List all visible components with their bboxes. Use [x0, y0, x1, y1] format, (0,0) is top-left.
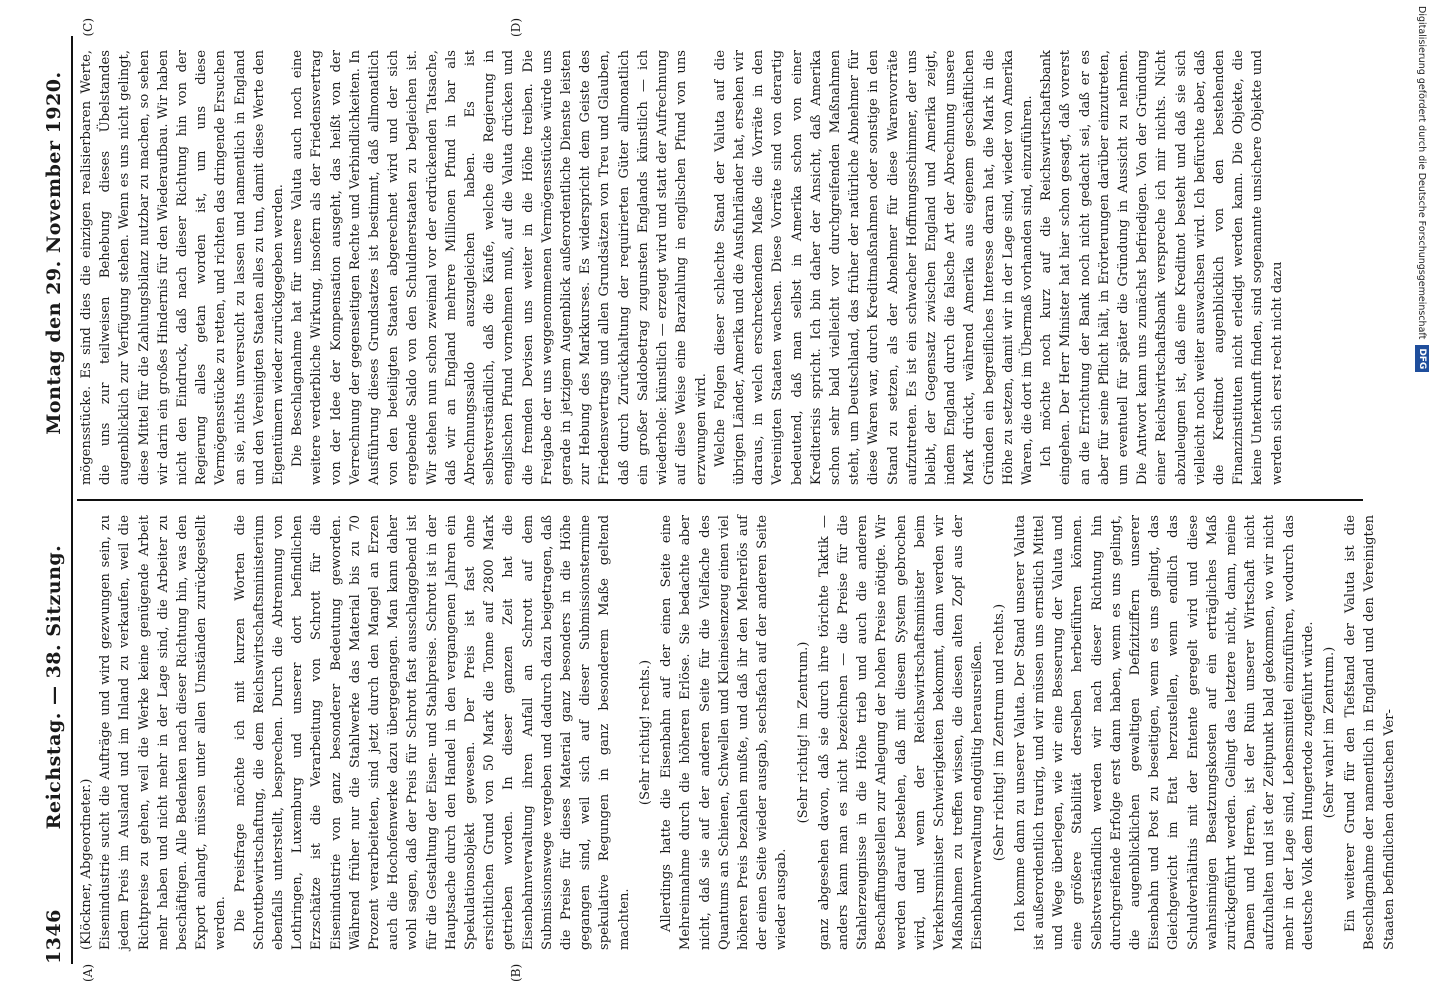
applause-note: (Sehr richtig! im Zentrum.)	[795, 641, 811, 824]
paragraph: Eisenindustrie sucht die Aufträge und wird gezwungen sein, zu jedem Preis im Ausland und im Inland zu verkaufen, weil die Richtpreise zu gehen, weil die Werke keine genügende Arbeit mehr haben und nicht mehr in der Lage sind, die Arbeiter zu beschäftigen. Alle Bedenken nach dieser Richtung hin, was den Export anlangt, müssen unter allen Umständen zurückgestellt werden.	[98, 515, 229, 950]
paragraph: Allerdings hatte die Eisenbahn auf der einen Seite eine Mehreinnahme durch die höheren Erlöse. Sie bedachte aber nicht, daß sie auf der anderen Seite für die Vielfache des Quantums an Schienen, Schwellen und Kleineisenzeug einen viel höheren Preis bezahlen mußte, und daß ihr den Mehrerlös auf der einen Seite wieder ausgab, sechsfach auf der anderen Seite wieder ausgab.	[659, 515, 790, 950]
applause-note: (Sehr wahr! im Zentrum.)	[1322, 646, 1337, 819]
digitization-watermark	[1416, 6, 1432, 996]
watermark-text: Digitalisierung gefördert durch die Deutsche Forschungsgemeinschaft	[1416, 6, 1428, 340]
text-columns	[77, 18, 1397, 982]
applause-note: (Sehr richtig! rechts.)	[637, 659, 653, 806]
paragraph: Ich komme dann zu unserer Valuta. Der Stand unserer Valuta ist außerordentlich traurig, und wir müssen uns ernstlich Mittel und Wege überlegen, wie wir eine Besserung der Valuta und eine größere Stabilität derselben herbeiführen können. Selbstverständlich werden wir nach dieser Richtung hin durchgreifende Erfolge erst dann haben, wenn es uns gelingt, die augenblicklichen gewaltigen Defizitziffern unserer Eisenbahn und Post zu beseitigen, wenn es uns gelingt, das Gleichgewicht im Etat herzustellen, wenn endlich das Schuldverhältnis mit der Entente geregelt wird und diese wahnsinnigen Besatzungskosten auf ein erträgliches Maß zurückgeführt werden. Gelingt das letztere nicht, dann, meine Damen und Herren, ist der Ruin unserer Wirtschaft nicht aufzuhalten und ist der Zeitpunkt bald gekommen, wo wir nicht mehr in der Lage sind, Lebensmittel einzuführen, wodurch das deutsche Volk dem Hungertode zugeführt würde.	[1012, 515, 1316, 950]
page-header	[43, 36, 73, 964]
margin-marker-d: (D)	[509, 18, 523, 37]
speaker-label: (Klöckner, Abgeordneter.)	[79, 778, 94, 950]
paragraph: ganz abgesehen davon, daß sie durch ihre törichte Taktik — anders kann man es nicht bezeichnen — die Preise für die Stahlerzeugnisse in die Höhe trieb und auch die anderen Beschaffungsstellen zur Anlegung der hohen Preise nötigte. Wir werden darauf bestehen, daß mit diesem System gebrochen wird, und wenn der Reichswirtschaftsminister beim Verkehrsminister Schwierigkeiten bekommt, dann werden wir Maßnahmen zu treffen wissen, die diesen alten Zopf aus der Eisenbahnverwaltung endgültig herausreißen.	[816, 515, 986, 950]
dfg-logo: DFG	[1415, 345, 1429, 372]
page-number: 1346	[43, 909, 65, 964]
paragraph: Ich möchte noch kurz auf die Reichswirtschaftsbank eingehen. Der Herr Minister hat hier schon gesagt, daß vorerst an die Errichtung der Bank noch nicht gedacht sei, daß er es aber für seine Pflicht hält, in Erörterungen darüber einzutreten, um eventuell für später die Gründung in Aussicht zu nehmen. Die Antwort kann uns zunächst befriedigen. Von der Gründung einer Reichswirtschaftsbank verspreche ich mir nichts. Nicht abzuleugnen ist, daß eine Kreditnot besteht und daß sie sich vielleicht noch weiter auswachsen wird. Ich befürchte aber, daß die Kreditnot augenblicklich von den bestehenden Finanzinstituten nicht erledigt werden kann. Die Objekte, die keine Unterkunft finden, sind sogenannte unsichere Objekte und werden sich erst recht nicht dazu	[1039, 50, 1285, 485]
document-page	[37, 18, 1397, 982]
margin-marker-c: (C)	[81, 18, 95, 37]
paragraph: mögensstücke. Es sind dies die einzigen realisierbaren Werte, die uns zur teilweisen Behebung dieses Übelstandes augenblicklich zur Verfügung stehen. Wenn es uns nicht gelingt, diese Mittel für die Zahlungsbilanz nutzbar zu machen, so sehen wir darin ein großes Hindernis für den Wiederaufbau. Wir haben nicht den Eindruck, daß nach dieser Richtung hin von der Regierung alles getan worden ist, um uns diese Vermögensstücke zu retten, und richten das dringende Ersuchen an sie, nichts unversucht zu lassen und namentlich in England und den Vereinigten Staaten alles zu tun, damit diese Werte den Eigentümern wieder zurückgegeben werden.	[79, 50, 287, 485]
margin-marker-a: (A)	[81, 963, 95, 982]
paragraph: Die Preisfrage möchte ich mit kurzen Worten die Schrottbewirtschaftung, die dem Reichswirtschaftsministerium ebenfalls unterstellt, besprechen. Durch die Abtrennung von Lothringen, Luxemburg und unserer dort befindlichen Erzschätze ist die Verarbeitung von Schrott für die Eisenindustrie von ganz besonderer Bedeutung geworden. Während früher nur die Stahlwerke das Material bis zu 70 Prozent verarbeiteten, sind jetzt durch den Mangel an Erzen auch die Hochofenwerke dazu übergegangen. Man kann daher wohl sagen, daß der Preis für Schrott fast ausschlaggebend ist für die Gestaltung der Eisen- und Stahlpreise. Schrott ist in der Hauptsache durch den Handel in den vergangenen Jahren ein Spekulationsobjekt gewesen. Der Preis ist fast ohne ersichtlichen Grund von 50 Mark die Tonne auf 2800 Mark getrieben worden. In dieser ganzen Zeit hat die Eisenbahnverwaltung ihren Anfall an Schrott auf dem Submissionswege vergeben und dadurch dazu beigetragen, daß die Preise für dieses Material ganz besonders in die Höhe gegangen sind, weil sich auf dieser Submissionstermine spekulative Regungen in ganz besonderem Maße geltend machten.	[232, 515, 632, 950]
session-date: Montag den 29. November 1920.	[43, 71, 65, 435]
paragraph: Welche Folgen dieser schlechte Stand der Valuta auf die übrigen Länder, Amerika und die Ausfuhrländer hat, ersehen wir daraus, in welch erschreckendem Maße die Vorräte in den Vereinigten Staaten wachsen. Diese Vorräte sind von derartig bedeutend, daß man selbst in Amerika schon von einer Krediterisis spricht. Ich bin daher der Ansicht, daß Amerika schon sehr bald vielleicht vor durchgreifenden Maßnahmen steht, um Deutschland, das früher der natürliche Abnehmer für diese Waren war, durch Kreditmaßnahmen oder sonstige in den Stand zu setzen, als der Abnehmer für diese Warenvorräte aufzutreten. Es ist ein schwacher Hoffnungsschimmer, der uns bleibt, der Gegensatz zwischen England und Amerika zeigt, indem England durch die falsche Art der Abrechnung unsere Mark drückt, während Amerika aus eigenem geschäftlichen Gründen ein begreifliches Interesse daran hat, die Mark in die Höhe zu setzen, damit wir in der Lage sind, wieder von Amerika Waren, die dort im Übermaß vorhanden sind, einzuführen.	[712, 50, 1035, 485]
paragraph: Ein weiterer Grund für den Tiefstand der Valuta ist die Beschlagnahme der namentlich in England und den Vereinigten Staaten befindlichen deutschen Ver-	[1343, 515, 1397, 950]
margin-marker-b: (B)	[509, 963, 523, 982]
right-column	[77, 18, 1363, 499]
paragraph: Die Beschlagnahme hat für unsere Valuta auch noch eine weitere verderbliche Wirkung, insofern als der Friedensvertrag von der Idee der Kompensation ausgeht, das heißt von der Verrechnung der gegenseitigen Rechte und Verbindlichkeiten. In Ausführung dieses Grundsatzes ist bestimmt, daß allmonatlich von den beteiligten Staaten abgerechnet wird und der sich ergebende Saldo von den Schuldnerstaaten zu begleichen ist. Wir stehen nun schon zweimal vor der erdrückenden Tatsache, daß wir an England mehrere Millionen Pfund in bar als Abrechnungssaldo auszugleichen haben. Es ist selbstverständlich, daß die Käufe, welche die Regierung in englischen Pfund vornehmen muß, auf die Valuta drücken und die fremden Devisen uns weiter in die Höhe treiben. Die Freigabe der uns weggenommenen Vermögensstücke würde uns gerade in jetzigem Augenblick außerordentliche Dienste leisten zur Hebung des Markkurses. Es widerspricht dem Geiste des Friedensvertrags und allen Grundsätzen von Treu und Glauben, daß durch Zurückhaltung der requirierten Güter allmonatlich ein großer Saldobetrag zugunsten Englands künstlich — ich wiederhole: künstlich — erzeugt wird und statt der Aufrechnung auf diese Weise eine Barzahlung in englischen Pfund von uns erzwungen wird.	[290, 50, 709, 485]
applause-note: (Sehr richtig! im Zentrum und rechts.)	[991, 603, 1007, 862]
session-title: Reichstag. — 38. Sitzung.	[43, 544, 65, 830]
left-column	[77, 501, 1397, 982]
